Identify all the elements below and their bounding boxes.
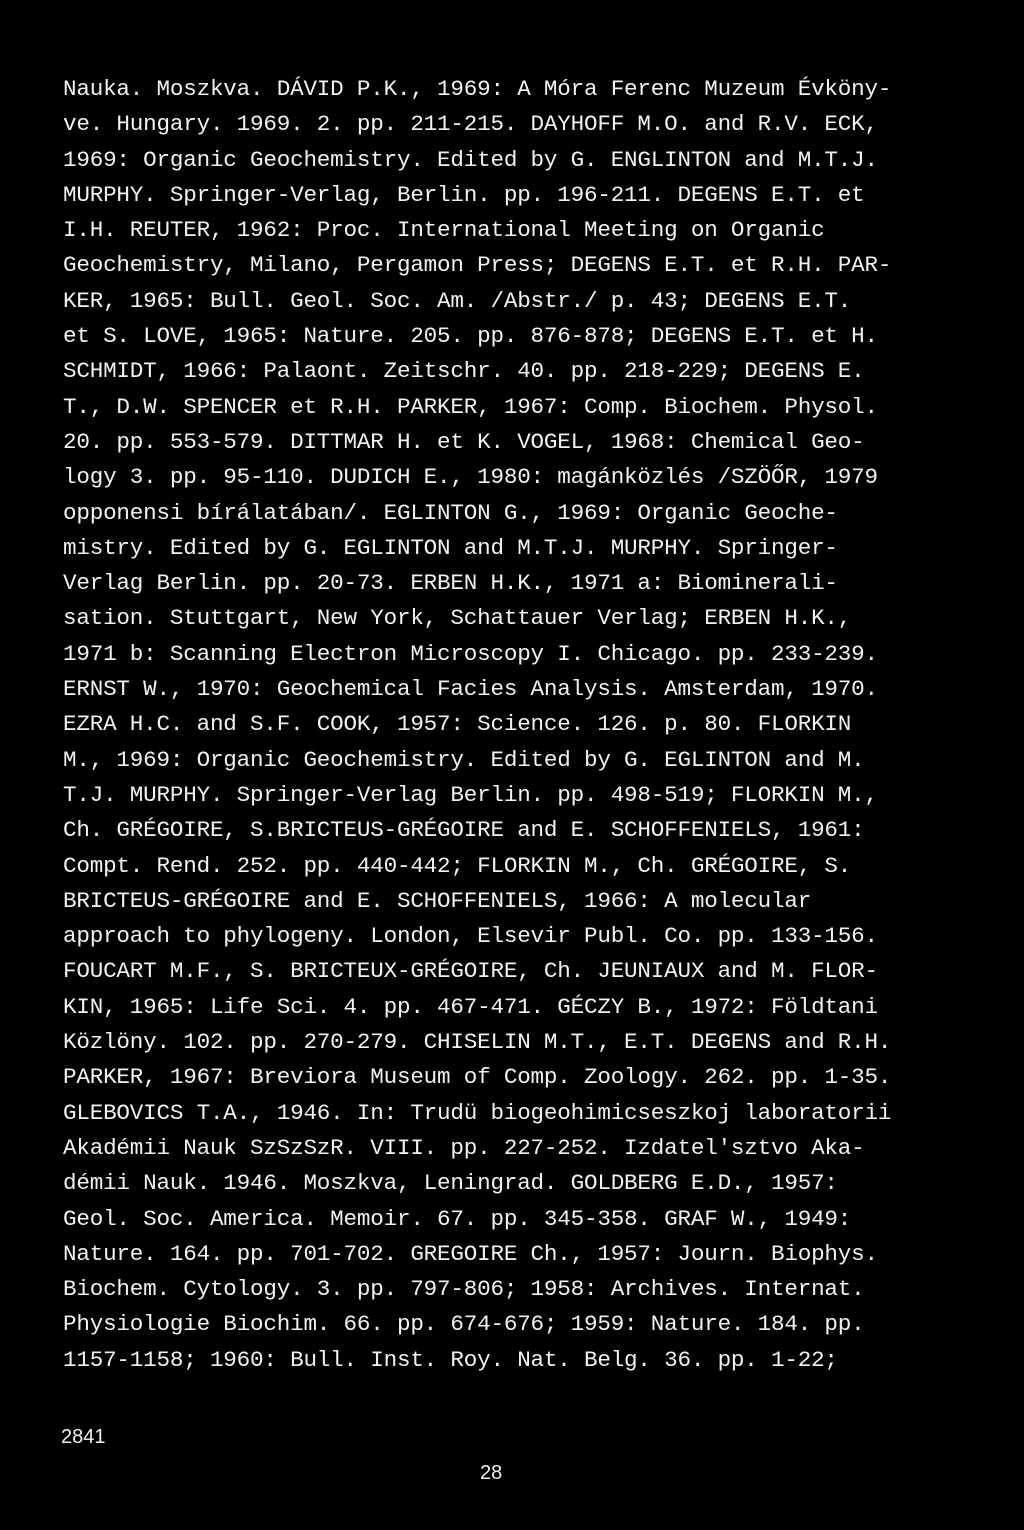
reference-line: I.H. REUTER, 1962: Proc. International Meeting on Organic: [63, 217, 825, 244]
reference-line: et S. LOVE, 1965: Nature. 205. pp. 876-878; DEGENS E.T. et H.: [63, 323, 878, 350]
reference-line: Biochem. Cytology. 3. pp. 797-806; 1958: Archives. Internat.: [63, 1276, 865, 1303]
reference-line: Compt. Rend. 252. pp. 440-442; FLORKIN M., Ch. GRÉGOIRE, S.: [63, 852, 852, 879]
reference-line: MURPHY. Springer-Verlag, Berlin. pp. 196-211. DEGENS E.T. et: [63, 181, 865, 208]
reference-line: Akadémii Nauk SzSzSzR. VIII. pp. 227-252. Izdatel'sztvo Aka-: [63, 1134, 865, 1161]
reference-line: Nauka. Moszkva. DÁVID P.K., 1969: A Móra Ferenc Muzeum Évköny-: [63, 76, 892, 102]
reference-line: EZRA H.C. and S.F. COOK, 1957: Science. 126. p. 80. FLORKIN: [63, 711, 852, 738]
reference-line: KIN, 1965: Life Sci. 4. pp. 467-471. GÉCZY B., 1972: Földtani: [63, 993, 878, 1020]
reference-line: PARKER, 1967: Breviora Museum of Comp. Zoology. 262. pp. 1-35.: [63, 1064, 892, 1091]
reference-line: T., D.W. SPENCER et R.H. PARKER, 1967: Comp. Biochem. Physol.: [63, 393, 878, 420]
reference-line: BRICTEUS-GRÉGOIRE and E. SCHOFFENIELS, 1966: A molecular: [63, 887, 812, 914]
reference-line: Közlöny. 102. pp. 270-279. CHISELIN M.T., E.T. DEGENS and R.H.: [63, 1029, 892, 1056]
reference-line: M., 1969: Organic Geochemistry. Edited by G. EGLINTON and M.: [63, 746, 865, 773]
reference-line: FOUCART M.F., S. BRICTEUX-GRÉGOIRE, Ch. JEUNIAUX and M. FLOR-: [63, 958, 878, 985]
reference-line: Geochemistry, Milano, Pergamon Press; DEGENS E.T. et R.H. PAR-: [63, 252, 892, 279]
reference-line: Nature. 164. pp. 701-702. GREGOIRE Ch., 1957: Journ. Biophys.: [63, 1240, 878, 1267]
reference-list: [63, 72, 963, 1378]
reference-line: Physiologie Biochim. 66. pp. 674-676; 1959: Nature. 184. pp.: [63, 1311, 865, 1338]
reference-line: 1969: Organic Geochemistry. Edited by G. ENGLINTON and M.T.J.: [63, 146, 878, 173]
reference-line: 20. pp. 553-579. DITTMAR H. et K. VOGEL, 1968: Chemical Geo-: [63, 428, 865, 455]
reference-line: démii Nauk. 1946. Moszkva, Leningrad. GOLDBERG E.D., 1957:: [63, 1170, 838, 1197]
reference-line: ERNST W., 1970: Geochemical Facies Analysis. Amsterdam, 1970.: [63, 676, 878, 703]
reference-line: sation. Stuttgart, New York, Schattauer Verlag; ERBEN H.K.,: [63, 605, 852, 632]
reference-line: opponensi bírálatában/. EGLINTON G., 1969: Organic Geoche-: [63, 499, 838, 526]
reference-line: GLEBOVICS T.A., 1946. In: Trudü biogeohimicseszkoj laboratorii: [63, 1099, 892, 1126]
reference-line: mistry. Edited by G. EGLINTON and M.T.J. MURPHY. Springer-: [63, 534, 838, 561]
reference-line: 1971 b: Scanning Electron Microscopy I. Chicago. pp. 233-239.: [63, 640, 878, 667]
reference-line: SCHMIDT, 1966: Palaont. Zeitschr. 40. pp. 218-229; DEGENS E.: [63, 358, 865, 385]
page-number: 28: [480, 1462, 503, 1484]
reference-line: ve. Hungary. 1969. 2. pp. 211-215. DAYHOFF M.O. and R.V. ECK,: [63, 111, 878, 138]
reference-line: logy 3. pp. 95-110. DUDICH E., 1980: magánközlés /SZÖŐR, 1979: [63, 464, 878, 491]
catalog-number: 2841: [61, 1426, 106, 1448]
reference-line: Verlag Berlin. pp. 20-73. ERBEN H.K., 1971 a: Biominerali-: [63, 570, 838, 597]
reference-line: approach to phylogeny. London, Elsevir Publ. Co. pp. 133-156.: [63, 923, 878, 950]
reference-line: KER, 1965: Bull. Geol. Soc. Am. /Abstr./ p. 43; DEGENS E.T.: [63, 287, 852, 314]
reference-line: 1157-1158; 1960: Bull. Inst. Roy. Nat. Belg. 36. pp. 1-22;: [63, 1346, 838, 1373]
reference-line: T.J. MURPHY. Springer-Verlag Berlin. pp. 498-519; FLORKIN M.,: [63, 781, 878, 808]
reference-line: Ch. GRÉGOIRE, S.BRICTEUS-GRÉGOIRE and E. SCHOFFENIELS, 1961:: [63, 817, 865, 844]
reference-line: Geol. Soc. America. Memoir. 67. pp. 345-358. GRAF W., 1949:: [63, 1205, 852, 1232]
